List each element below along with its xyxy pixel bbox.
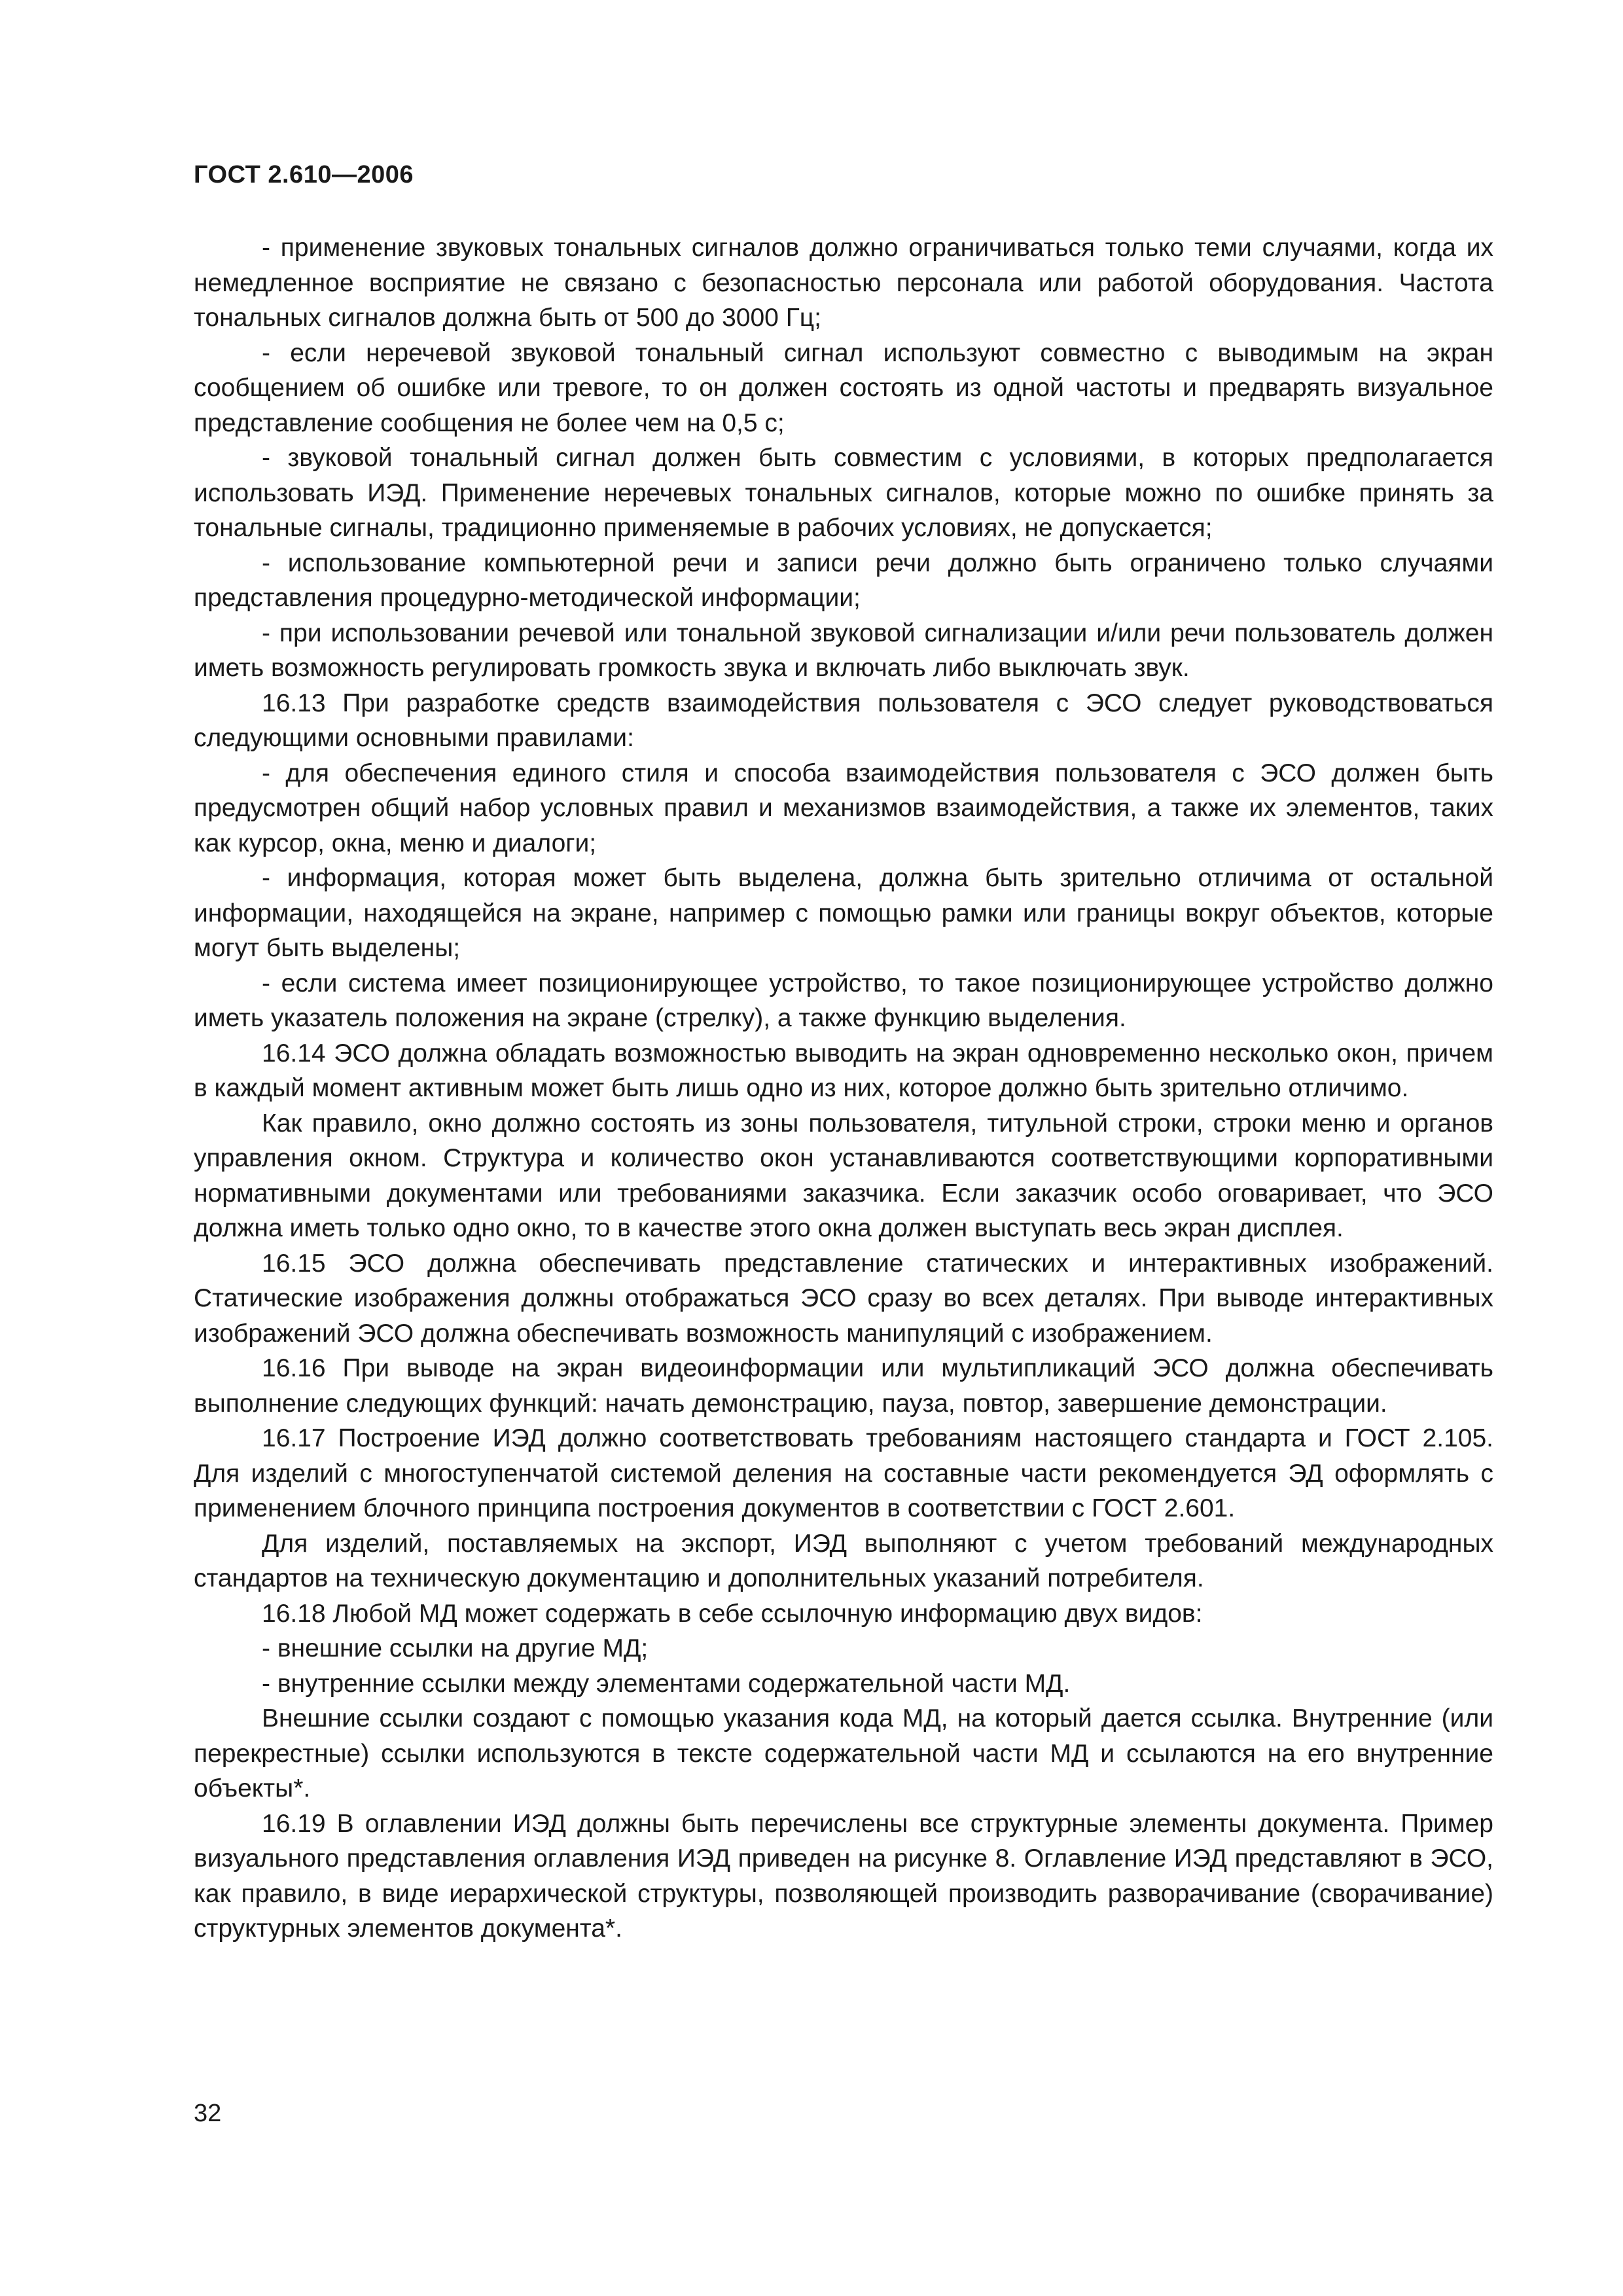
paragraph: - звуковой тональный сигнал должен быть совместим с условиями, в которых предполагается использовать ИЭД. Применение неречевых тональных сигналов, которые можно по ошибке принять за тональные сигналы, традиционно применяемые в рабочих условиях, не допускается; bbox=[194, 444, 1493, 542]
paragraph: 16.14 ЭСО должна обладать возможностью выводить на экран одновременно несколько окон, причем в каждый момент активным может быть лишь одно из них, которое должно быть зрительно отличимо. bbox=[194, 1039, 1493, 1102]
paragraph: - если система имеет позиционирующее устройство, то такое позиционирующее устройство должно иметь указатель положения на экране (стрелку), а также функцию выделения. bbox=[194, 969, 1493, 1032]
paragraph: - для обеспечения единого стиля и способа взаимодействия пользователя с ЭСО должен быть предусмотрен общий набор условных правил и механизмов взаимодействия, а также их элементов, таких как курсор, окна, меню и диалоги; bbox=[194, 759, 1493, 857]
paragraph: - применение звуковых тональных сигналов должно ограничиваться только теми случаями, когда их немедленное восприятие не связано с безопасностью персонала или работой оборудования. Частота тональных сигналов должна быть от 500 до 3000 Гц; bbox=[194, 234, 1493, 332]
paragraph: Для изделий, поставляемых на экспорт, ИЭД выполняют с учетом требований международных стандартов на техническую документацию и дополнительных указаний потребителя. bbox=[194, 1529, 1493, 1592]
paragraph: 16.15 ЭСО должна обеспечивать представление статических и интерактивных изображений. Статические изображения должны отображаться ЭСО сразу во всех деталях. При выводе интерактивных изображений ЭСО должна обеспечивать возможность манипуляций с изображением. bbox=[194, 1249, 1493, 1348]
paragraph: 16.16 При выводе на экран видеоинформации или мультипликаций ЭСО должна обеспечивать выполнение следующих функций: начать демонстрацию, пауза, повтор, завершение демонстрации. bbox=[194, 1354, 1493, 1418]
body-text bbox=[194, 230, 1493, 1946]
paragraph: 16.17 Построение ИЭД должно соответствовать требованиям настоящего стандарта и ГОСТ 2.105. Для изделий с многоступенчатой системой деления на составные части рекомендуется ЭД оформлять с применением блочного принципа построения документов в соответствии с ГОСТ 2.601. bbox=[194, 1424, 1493, 1522]
standard-designation: ГОСТ 2.610—2006 bbox=[194, 161, 414, 188]
paragraph: - внешние ссылки на другие МД; bbox=[262, 1634, 649, 1662]
paragraph: - при использовании речевой или тональной звуковой сигнализации и/или речи пользователь должен иметь возможность регулировать громкость звука и включать либо выключать звук. bbox=[194, 619, 1493, 682]
paragraph: 16.19 В оглавлении ИЭД должны быть перечислены все структурные элементы документа. Пример визуального представления оглавления ИЭД приведен на рисунке 8. Оглавление ИЭД представляют в ЭСО, как правило, в виде иерархической структуры, позволяющей производить разворачивание (сворачивание) структурных элементов документа*. bbox=[194, 1809, 1493, 1943]
paragraph: 16.18 Любой МД может содержать в себе ссылочную информацию двух видов: bbox=[262, 1599, 1203, 1628]
page-number: 32 bbox=[194, 2100, 222, 2127]
paragraph: - внутренние ссылки между элементами содержательной части МД. bbox=[262, 1669, 1071, 1698]
paragraph: 16.13 При разработке средств взаимодействия пользователя с ЭСО следует руководствоваться следующими основными правилами: bbox=[194, 689, 1493, 752]
paragraph: - информация, которая может быть выделена, должна быть зрительно отличима от остальной информации, находящейся на экране, например с помощью рамки или границы вокруг объектов, которые могут быть выделены; bbox=[194, 864, 1493, 962]
paragraph: - использование компьютерной речи и записи речи должно быть ограничено только случаями представления процедурно-методической информации; bbox=[194, 548, 1493, 612]
paragraph: Как правило, окно должно состоять из зоны пользователя, титульной строки, строки меню и органов управления окном. Структура и количество окон устанавливаются соответствующими корпоративными нормативными документами или требованиями заказчика. Если заказчик особо оговаривает, что ЭСО должна иметь только одно окно, то в качестве этого окна должен выступать весь экран дисплея. bbox=[194, 1109, 1493, 1242]
paragraph: Внешние ссылки создают с помощью указания кода МД, на который дается ссылка. Внутренние (или перекрестные) ссылки используются в тексте содержательной части МД и ссылаются на его внутренние объекты*. bbox=[194, 1704, 1493, 1803]
paragraph: - если неречевой звуковой тональный сигнал используют совместно с выводимым на экран сообщением об ошибке или тревоге, то он должен состоять из одной частоты и предварять визуальное представление сообщения не более чем на 0,5 с; bbox=[194, 338, 1493, 437]
